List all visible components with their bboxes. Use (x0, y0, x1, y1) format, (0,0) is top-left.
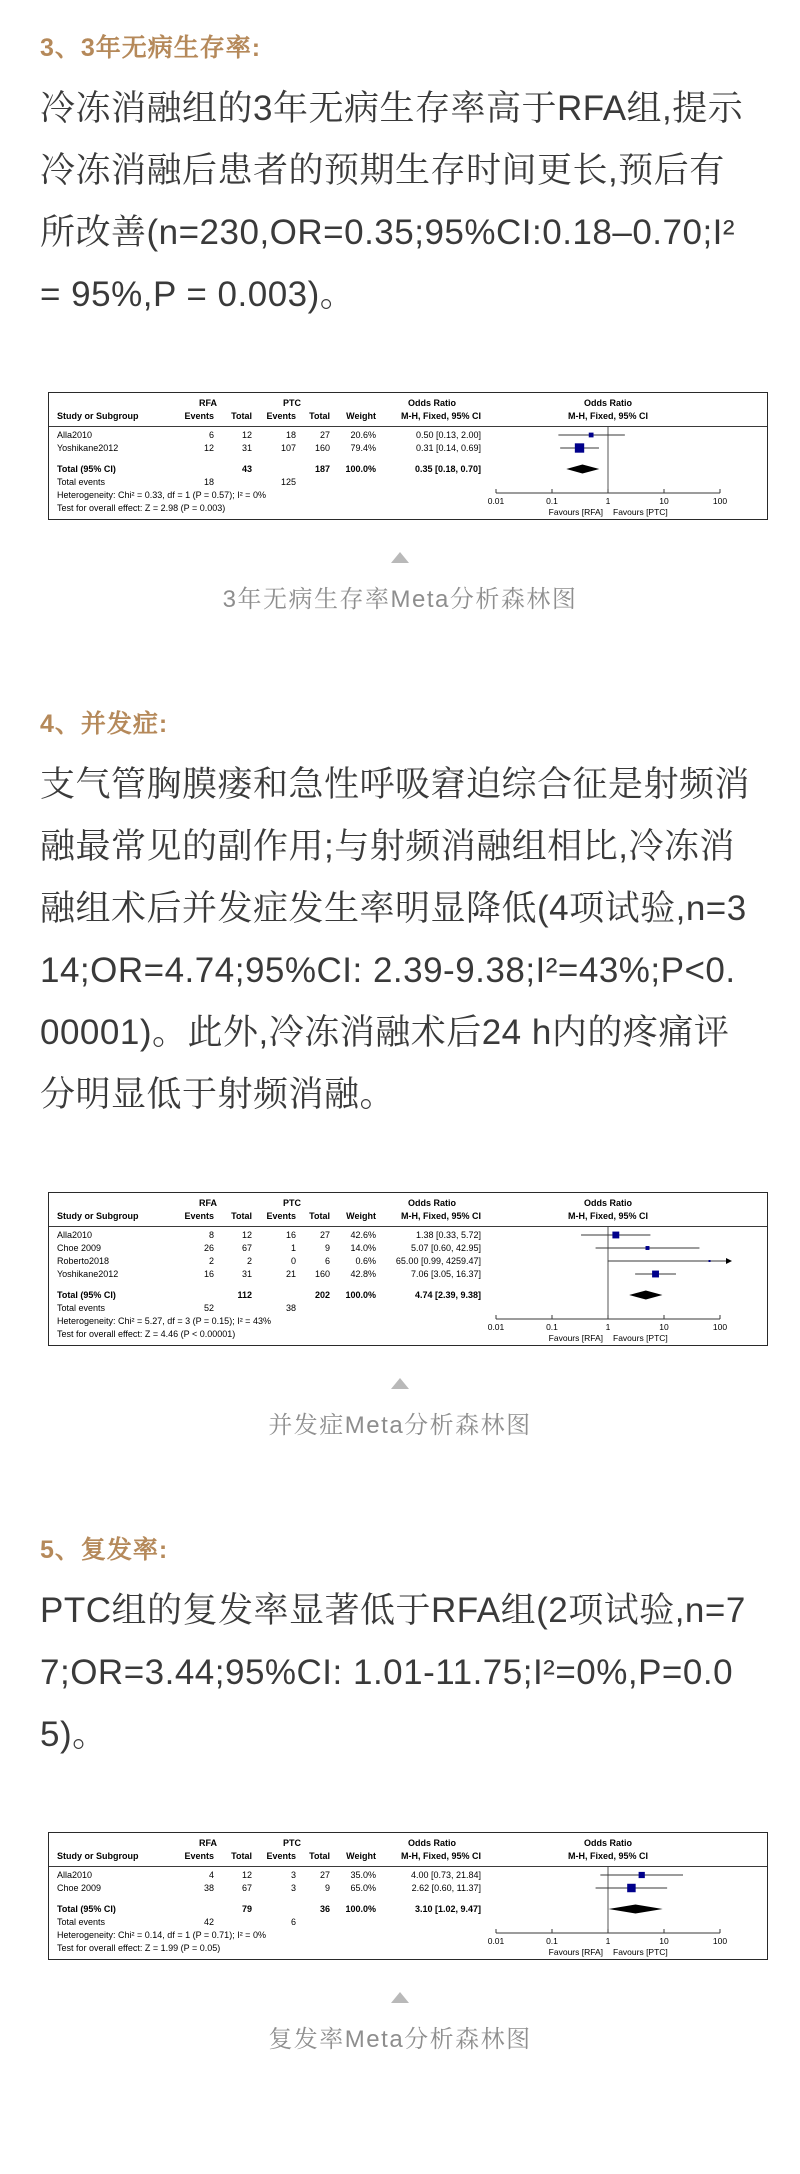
section-heading: 3、3年无病生存率: (40, 34, 262, 62)
fp-text: 14.0% (350, 1243, 376, 1253)
fp-group-header-ptc: PTC (283, 398, 301, 408)
fp-arrow-clip (726, 1258, 732, 1264)
fp-text: 65.0% (350, 1883, 376, 1893)
fp-odds-ratio-graph-header: Odds Ratio (583, 1198, 632, 1208)
fp-or-marker (612, 1232, 619, 1239)
fp-heterogeneity: Heterogeneity: Chi² = 5.27, df = 3 (P = 0.15); I² = 43% (57, 1316, 271, 1326)
section-heading: 5、复发率: (40, 1536, 169, 1564)
svg-text:0.01: 0.01 (487, 1936, 505, 1946)
svg-text:Favours [RFA]: Favours [RFA] (548, 1947, 603, 1957)
fp-graph (49, 1833, 767, 1959)
fp-total-ci-label: 0.35 [0.18, 0.70] (414, 464, 481, 474)
fp-col-header: Study or Subgroup (57, 1851, 139, 1861)
fp-overall-effect: Test for overall effect: Z = 2.98 (P = 0.003) (57, 503, 226, 513)
svg-text:1: 1 (605, 1936, 611, 1946)
svg-text:0.01: 0.01 (487, 496, 505, 506)
fp-ci-label: 7.06 [3.05, 16.37] (410, 1269, 481, 1279)
figure-caption: 3年无病生存率Meta分析森林图 (222, 586, 578, 613)
fp-text: 2 (246, 1256, 252, 1266)
fp-odds-ratio-header: Odds Ratio (407, 1198, 456, 1208)
fp-col-header: Study or Subgroup (57, 411, 139, 421)
fp-text: 42 (203, 1917, 214, 1927)
fp-text: 4 (208, 1870, 214, 1880)
svg-text:10: 10 (659, 1322, 669, 1332)
fp-col-header: M-H, Fixed, 95% CI (567, 1211, 648, 1221)
fp-graph (49, 393, 767, 519)
svg-text:100: 100 (712, 1322, 728, 1332)
fp-text: 2 (208, 1256, 214, 1266)
svg-text:Favours [PTC]: Favours [PTC] (613, 1333, 668, 1343)
fp-or-marker (639, 1872, 645, 1878)
fp-text: 160 (314, 443, 330, 453)
fp-text: 112 (237, 1290, 252, 1300)
fp-text: 202 (314, 1290, 330, 1300)
fp-text: 12 (203, 443, 214, 453)
fp-col-header: Total (309, 1211, 330, 1221)
fp-col-header: M-H, Fixed, 95% CI (400, 1851, 481, 1861)
fp-total-ci-label: 4.74 [2.39, 9.38] (414, 1290, 481, 1300)
fp-odds-ratio-header: Odds Ratio (407, 1838, 456, 1848)
section-recurrence (40, 1530, 760, 2054)
fp-study-name: Alla2010 (57, 430, 93, 440)
section-complications (40, 704, 760, 1440)
fp-summary-diamond (629, 1291, 662, 1300)
figure-caption: 复发率Meta分析森林图 (268, 2026, 532, 2053)
section-heading: 4、并发症: (40, 710, 169, 738)
fp-text: 6 (290, 1917, 296, 1927)
fp-text: 1 (290, 1243, 296, 1253)
fp-text: 187 (314, 464, 330, 474)
svg-text:Favours [PTC]: Favours [PTC] (613, 1947, 668, 1957)
fp-study-name: Choe 2009 (57, 1243, 102, 1253)
fp-overall-effect: Test for overall effect: Z = 4.46 (P < 0.00001) (57, 1329, 236, 1339)
fp-col-header: Weight (346, 1211, 376, 1221)
fp-text: 27 (319, 1870, 330, 1880)
fp-text: 18 (203, 477, 214, 487)
fp-text: 52 (203, 1303, 214, 1313)
fp-summary-diamond (566, 465, 599, 474)
section-3yr-dfs (40, 28, 760, 614)
fp-total-label: Total (95% CI) (57, 1290, 116, 1300)
fp-study-name: Roberto2018 (57, 1256, 110, 1266)
fp-study-name: Alla2010 (57, 1230, 93, 1240)
fp-text: 79 (241, 1904, 252, 1914)
fp-text: 125 (280, 477, 296, 487)
fp-odds-ratio-graph-header: Odds Ratio (583, 1838, 632, 1848)
svg-text:1: 1 (605, 1322, 611, 1332)
fp-text: 27 (319, 430, 330, 440)
fp-text: 12 (241, 1870, 252, 1880)
fp-total-events-label: Total events (57, 1917, 106, 1927)
figure-caption: 并发症Meta分析森林图 (268, 1412, 532, 1439)
fp-ci-label: 4.00 [0.73, 21.84] (410, 1870, 481, 1880)
fp-group-header-rfa: RFA (199, 398, 217, 408)
fp-col-header: Events (266, 411, 296, 421)
fp-heterogeneity: Heterogeneity: Chi² = 0.14, df = 1 (P = 0.71); I² = 0% (57, 1930, 266, 1940)
fp-col-header: Events (266, 1851, 296, 1861)
fp-graph (49, 1193, 767, 1345)
fp-text: 16 (203, 1269, 214, 1279)
svg-text:0.1: 0.1 (546, 1936, 558, 1946)
section-paragraph: 冷冻消融组的3年无病生存率高于RFA组,提示冷冻消融后患者的预期生存时间更长,预后有所改善(n=230,OR=0.35;95%CI:0.18–0.70;I²= 95%,P = 0.003)。 (40, 89, 744, 314)
fp-text: 18 (285, 430, 296, 440)
fp-group-header-rfa: RFA (199, 1838, 217, 1848)
svg-text:0.1: 0.1 (546, 496, 558, 506)
fp-text: 42.8% (350, 1269, 376, 1279)
fp-text: 38 (285, 1303, 296, 1313)
caption-block (40, 1378, 760, 1440)
fp-ci-label: 2.62 [0.60, 11.37] (411, 1883, 481, 1893)
fp-odds-ratio-header: Odds Ratio (407, 398, 456, 408)
collapse-arrow-icon (391, 1992, 409, 2003)
fp-or-marker (589, 433, 594, 438)
caption-block (40, 1992, 760, 2054)
fp-study-name: Alla2010 (57, 1870, 93, 1880)
svg-text:10: 10 (659, 1936, 669, 1946)
fp-col-header: Weight (346, 1851, 376, 1861)
fp-text: 160 (314, 1269, 330, 1279)
fp-text: 107 (280, 443, 296, 453)
fp-col-header: Total (231, 1851, 252, 1861)
svg-text:Favours [RFA]: Favours [RFA] (548, 507, 603, 517)
fp-ci-label: 0.50 [0.13, 2.00] (415, 430, 481, 440)
fp-text: 31 (241, 443, 252, 453)
fp-col-header: Events (184, 411, 214, 421)
svg-text:100: 100 (712, 496, 728, 506)
fp-text: 42.6% (350, 1230, 376, 1240)
fp-or-marker (627, 1884, 635, 1892)
fp-or-marker (652, 1271, 659, 1278)
fp-group-header-rfa: RFA (199, 1198, 217, 1208)
fp-text: 27 (319, 1230, 330, 1240)
forest-plot-3yr-dfs (48, 392, 768, 520)
fp-col-header: M-H, Fixed, 95% CI (567, 1851, 648, 1861)
fp-group-header-ptc: PTC (283, 1838, 301, 1848)
fp-text: 0.6% (355, 1256, 376, 1266)
fp-col-header: Study or Subgroup (57, 1211, 139, 1221)
collapse-arrow-icon (391, 1378, 409, 1389)
fp-text: 100.0% (345, 1290, 376, 1300)
fp-text: 38 (203, 1883, 214, 1893)
fp-col-header: M-H, Fixed, 95% CI (400, 411, 481, 421)
fp-text: 100.0% (345, 464, 376, 474)
fp-text: 67 (241, 1883, 252, 1893)
svg-text:0.1: 0.1 (546, 1322, 558, 1332)
fp-text: 20.6% (350, 430, 376, 440)
fp-or-marker (709, 1260, 711, 1262)
fp-col-header: Events (266, 1211, 296, 1221)
fp-text: 9 (324, 1883, 330, 1893)
fp-col-header: Total (231, 1211, 252, 1221)
fp-total-ci-label: 3.10 [1.02, 9.47] (414, 1904, 481, 1914)
fp-text: 35.0% (350, 1870, 376, 1880)
fp-or-marker (575, 443, 584, 452)
fp-total-events-label: Total events (57, 477, 106, 487)
fp-study-name: Yoshikane2012 (57, 1269, 119, 1279)
fp-ci-label: 0.31 [0.14, 0.69] (415, 443, 481, 453)
fp-text: 31 (241, 1269, 252, 1279)
fp-text: 12 (241, 430, 252, 440)
svg-text:10: 10 (659, 496, 669, 506)
fp-study-name: Choe 2009 (57, 1883, 102, 1893)
fp-text: 43 (241, 464, 252, 474)
fp-summary-diamond (608, 1905, 662, 1914)
fp-text: 67 (241, 1243, 252, 1253)
forest-plot-recurrence (48, 1832, 768, 1960)
fp-or-marker (646, 1246, 650, 1250)
fp-overall-effect: Test for overall effect: Z = 1.99 (P = 0.05) (57, 1943, 221, 1953)
forest-plot-complications (48, 1192, 768, 1346)
fp-total-label: Total (95% CI) (57, 1904, 116, 1914)
fp-col-header: M-H, Fixed, 95% CI (400, 1211, 481, 1221)
svg-text:100: 100 (712, 1936, 728, 1946)
fp-text: 36 (319, 1904, 330, 1914)
svg-text:0.01: 0.01 (487, 1322, 505, 1332)
fp-col-header: Total (231, 411, 252, 421)
fp-text: 26 (203, 1243, 214, 1253)
fp-col-header: M-H, Fixed, 95% CI (567, 411, 648, 421)
caption-block (40, 552, 760, 614)
fp-col-header: Events (184, 1851, 214, 1861)
svg-text:Favours [PTC]: Favours [PTC] (613, 507, 668, 517)
fp-col-header: Weight (346, 411, 376, 421)
fp-odds-ratio-graph-header: Odds Ratio (583, 398, 632, 408)
fp-text: 12 (241, 1230, 252, 1240)
fp-text: 79.4% (350, 443, 376, 453)
svg-text:Favours [RFA]: Favours [RFA] (548, 1333, 603, 1343)
fp-text: 9 (324, 1243, 330, 1253)
fp-study-name: Yoshikane2012 (57, 443, 119, 453)
fp-group-header-ptc: PTC (283, 1198, 301, 1208)
fp-total-label: Total (95% CI) (57, 464, 116, 474)
fp-heterogeneity: Heterogeneity: Chi² = 0.33, df = 1 (P = 0.57); I² = 0% (57, 490, 266, 500)
fp-text: 100.0% (345, 1904, 376, 1914)
fp-text: 3 (290, 1870, 296, 1880)
fp-text: 21 (285, 1269, 296, 1279)
fp-text: 0 (290, 1256, 296, 1266)
fp-ci-label: 65.00 [0.99, 4259.47] (395, 1256, 481, 1266)
fp-text: 6 (324, 1256, 330, 1266)
fp-text: 6 (208, 430, 214, 440)
fp-ci-label: 1.38 [0.33, 5.72] (415, 1230, 481, 1240)
svg-text:1: 1 (605, 496, 611, 506)
section-paragraph: 支气管胸膜瘘和急性呼吸窘迫综合征是射频消融最常见的副作用;与射频消融组相比,冷冻消融组术后并发症发生率明显降低(4项试验,n=314;OR=4.74;95%CI: 2.39-9.38;I²=43%;P<0.00001)。此外,冷冻消融术后24 h内的疼痛评分明显低于射频消融。 (40, 765, 751, 1114)
fp-text: 16 (285, 1230, 296, 1240)
fp-total-events-label: Total events (57, 1303, 106, 1313)
fp-col-header: Events (184, 1211, 214, 1221)
fp-text: 8 (208, 1230, 214, 1240)
section-paragraph: PTC组的复发率显著低于RFA组(2项试验,n=77;OR=3.44;95%CI: 1.01-11.75;I²=0%,P=0.05)。 (40, 1591, 746, 1754)
fp-text: 3 (290, 1883, 296, 1893)
fp-col-header: Total (309, 1851, 330, 1861)
fp-ci-label: 5.07 [0.60, 42.95] (410, 1243, 481, 1253)
fp-col-header: Total (309, 411, 330, 421)
collapse-arrow-icon (391, 552, 409, 563)
